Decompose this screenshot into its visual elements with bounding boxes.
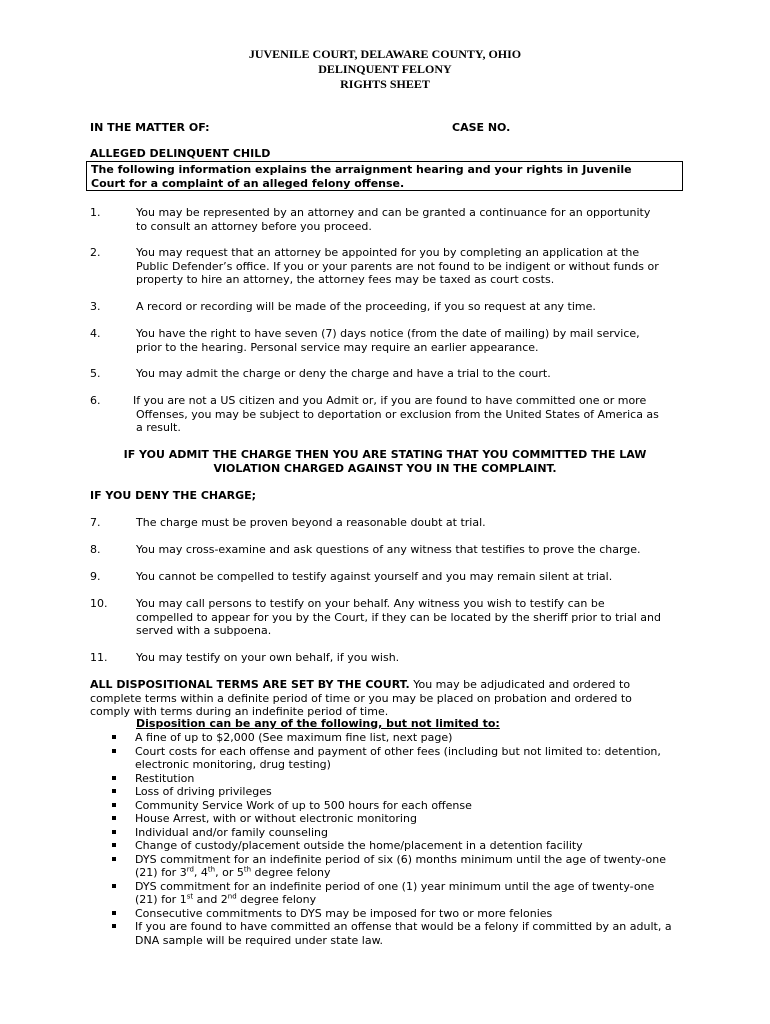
item-text: You may call persons to testify on your behalf. Any witness you wish to testify can be (136, 597, 605, 610)
item-number: 7. (90, 516, 101, 529)
bullet-icon (112, 884, 116, 888)
list-item-text: Individual and/or family counseling (135, 825, 328, 839)
dispositional-text: comply with terms during an indefinite period of time. (90, 705, 389, 718)
list-item-text: Consecutive commitments to DYS may be imposed for two or more felonies (135, 906, 553, 920)
item-text: compelled to appear for you by the Court, if they can be located by the sheriff prior to trial and (136, 610, 661, 624)
bullet-icon (112, 911, 116, 915)
document-type: DELINQUENT FELONY (318, 62, 452, 76)
list-item-text: DYS commitment for an indefinite period of one (1) year minimum until the age of twenty-one (135, 879, 655, 893)
item-number: 8. (90, 543, 101, 556)
list-item-text: Change of custody/placement outside the home/placement in a detention facility (135, 839, 583, 852)
item-text: If you are not a US citizen and you Admit or, if you are found to have committed one or more (133, 394, 647, 407)
item-number: 4. (90, 327, 101, 340)
dispositional-text: You may be adjudicated and ordered to (409, 678, 631, 691)
item-text: prior to the hearing. Personal service may require an earlier appearance. (136, 340, 539, 354)
item-number: 3. (90, 300, 101, 313)
list-item (112, 731, 702, 745)
bullet-icon (112, 816, 116, 820)
list-item-text: A fine of up to $2,000 (See maximum fine list, next page) (135, 731, 453, 744)
bullet-icon (112, 843, 116, 847)
list-item (112, 772, 702, 786)
bullet-icon (112, 735, 116, 739)
list-item-text: House Arrest, with or without electronic monitoring (135, 812, 417, 825)
item-text: You have the right to have seven (7) days notice (from the date of mailing) by mail service, (136, 327, 640, 340)
bullet-icon (112, 857, 116, 861)
list-item (112, 839, 702, 853)
intro-line: Court for a complaint of an alleged felony offense. (91, 176, 405, 190)
item-number: 9. (90, 570, 101, 583)
item-text: You may be represented by an attorney and can be granted a continuance for an opportunity (136, 206, 651, 219)
bullet-icon (112, 789, 116, 793)
document-header (0, 47, 770, 92)
item-text: You may admit the charge or deny the charge and have a trial to the court. (136, 367, 551, 380)
list-item (112, 853, 702, 880)
list-item-text: Restitution (135, 771, 195, 785)
document-title: RIGHTS SHEET (340, 77, 430, 91)
list-item-text: DYS commitment for an indefinite period of six (6) months minimum until the age of twenty-one (135, 852, 667, 866)
court-name: JUVENILE COURT, DELAWARE COUNTY, OHIO (248, 47, 522, 61)
list-item-text: Community Service Work of up to 500 hours for each offense (135, 798, 472, 812)
admit-warning-line: VIOLATION CHARGED AGAINST YOU IN THE COMPLAINT. (213, 461, 557, 475)
deny-heading: IF YOU DENY THE CHARGE; (90, 489, 257, 502)
dispositional-paragraph (90, 678, 690, 719)
list-item (112, 826, 702, 840)
list-item (112, 920, 702, 947)
item-text: served with a subpoena. (136, 624, 272, 637)
item-number: 6. (90, 394, 101, 407)
list-item-text: (21) for 3rd, 4th, or 5th degree felony (135, 865, 331, 879)
list-item-text: Court costs for each offense and payment of other fees (including but not limited to: detention, (135, 744, 661, 758)
disposition-heading: Disposition can be any of the following, but not limited to: (136, 717, 500, 730)
item-text: Public Defender’s office. If you or your parents are not found to be indigent or without funds or (136, 259, 659, 273)
item-text: You cannot be compelled to testify against yourself and you may remain silent at trial. (136, 570, 613, 583)
list-item-text: electronic monitoring, drug testing) (135, 758, 331, 771)
intro-box (86, 161, 683, 191)
list-item-text: Loss of driving privileges (135, 785, 272, 798)
intro-line: The following information explains the arraignment hearing and your rights in Juvenile (91, 163, 632, 176)
alleged-child-label: ALLEGED DELINQUENT CHILD (90, 147, 271, 160)
admit-warning (0, 448, 770, 475)
bullet-icon (112, 776, 116, 780)
dispositional-heading: ALL DISPOSITIONAL TERMS ARE SET BY THE COURT. (90, 678, 410, 691)
list-item (112, 880, 702, 907)
item-text: A record or recording will be made of the proceeding, if you so request at any time. (136, 300, 596, 313)
item-text: property to hire an attorney, the attorney fees may be taxed as court costs. (136, 273, 555, 286)
dispositional-text: complete terms within a definite period of time or you may be placed on probation and ordered to (90, 691, 632, 705)
bullet-icon (112, 803, 116, 807)
item-number: 1. (90, 206, 101, 219)
item-text: You may cross-examine and ask questions of any witness that testifies to prove the charge. (136, 543, 641, 556)
admit-warning-line: IF YOU ADMIT THE CHARGE THEN YOU ARE STATING THAT YOU COMMITTED THE LAW (123, 448, 647, 461)
item-text: You may testify on your own behalf, if you wish. (136, 651, 400, 664)
bullet-icon (112, 830, 116, 834)
disposition-list (112, 731, 702, 947)
item-number: 11. (90, 651, 108, 664)
list-item (112, 812, 702, 826)
item-number: 2. (90, 246, 101, 259)
list-item-text: If you are found to have committed an offense that would be a felony if committed by an adult, a (135, 920, 672, 933)
item-text: The charge must be proven beyond a reasonable doubt at trial. (136, 516, 486, 529)
list-item (112, 745, 702, 772)
case-number-label: CASE NO. (452, 121, 511, 134)
bullet-icon (112, 749, 116, 753)
matter-label: IN THE MATTER OF: (90, 121, 210, 134)
item-text: to consult an attorney before you proceed. (136, 219, 372, 233)
item-text: You may request that an attorney be appointed for you by completing an application at the (136, 246, 640, 259)
list-item (112, 907, 702, 921)
item-number: 10. (90, 597, 108, 610)
item-number: 5. (90, 367, 101, 380)
list-item-text: DNA sample will be required under state law. (135, 933, 384, 947)
item-text: a result. (136, 421, 181, 434)
list-item (112, 799, 702, 813)
list-item (112, 785, 702, 799)
bullet-icon (112, 924, 116, 928)
list-item-text: (21) for 1st and 2nd degree felony (135, 892, 317, 906)
item-text: Offenses, you may be subject to deportation or exclusion from the United States of America as (136, 407, 659, 421)
